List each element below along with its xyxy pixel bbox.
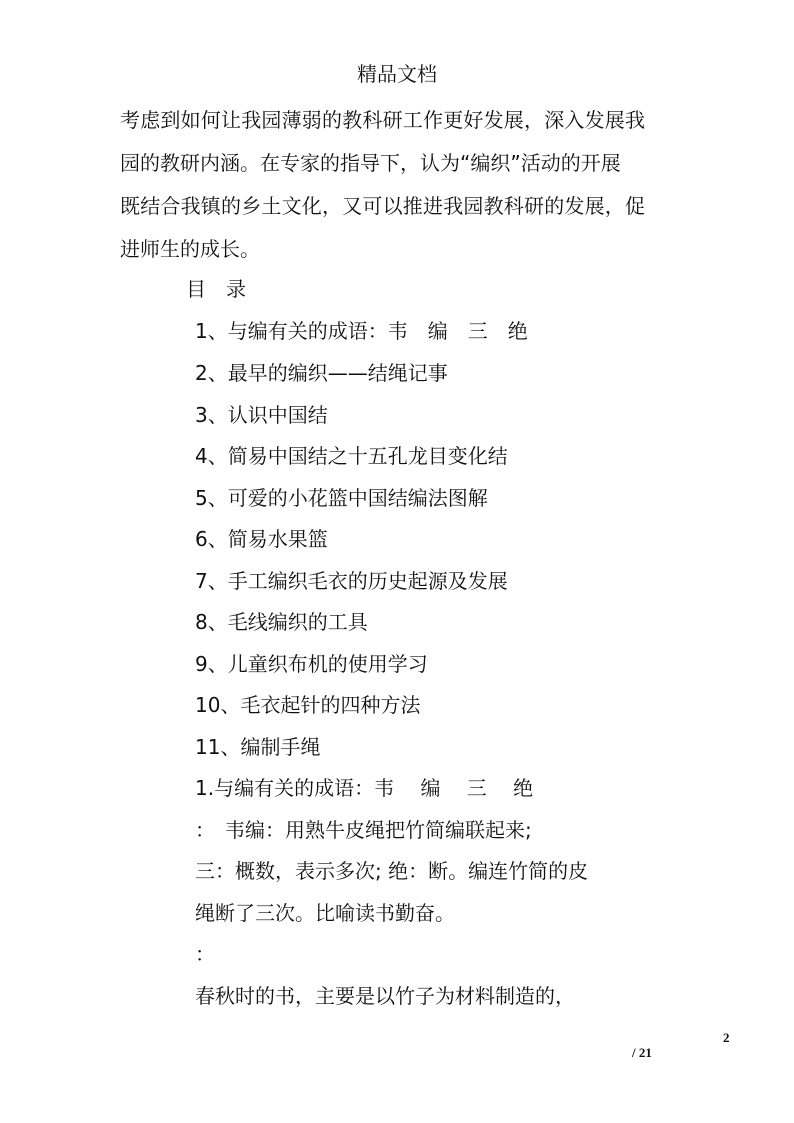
intro-line: 既结合我镇的乡土文化，又可以推进我园教科研的发展，促 xyxy=(120,194,646,218)
intro-line: 考虑到如何让我园薄弱的教科研工作更好发展，深入发展我 xyxy=(120,108,646,132)
toc-item: 11、编制手绳 xyxy=(195,735,321,759)
toc-item: 3、认识中国结 xyxy=(195,403,328,427)
section-line: ： xyxy=(195,942,215,966)
page-total: / 21 xyxy=(632,1045,652,1060)
toc-heading: 目 录 xyxy=(186,277,246,301)
section-line: ： 韦编：用熟牛皮绳把竹简编联起来; xyxy=(195,818,532,842)
toc-item: 6、简易水果篮 xyxy=(195,527,328,551)
section-line: 三：概数，表示多次; 绝：断。编连竹简的皮 xyxy=(195,859,589,883)
page-header-title: 精品文档 xyxy=(357,62,437,86)
page-number: 2 xyxy=(723,1030,730,1045)
section-line: 春秋时的书，主要是以竹子为材料制造的， xyxy=(195,984,575,1008)
toc-item: 10、毛衣起针的四种方法 xyxy=(195,693,421,717)
toc-item: 1、与编有关的成语：韦 编 三 绝 xyxy=(195,319,528,343)
section-title: 1.与编有关的成语：韦 编 三 绝 xyxy=(195,776,534,800)
intro-line: 园的教研内涵。在专家的指导下，认为“编织”活动的开展 xyxy=(120,151,621,175)
toc-item: 9、儿童织布机的使用学习 xyxy=(195,652,428,676)
toc-item: 2、最早的编织——结绳记事 xyxy=(195,361,448,385)
section-line: 绳断了三次。比喻读书勤奋。 xyxy=(195,901,455,925)
toc-item: 4、简易中国结之十五孔龙目变化结 xyxy=(195,444,508,468)
toc-item: 8、毛线编织的工具 xyxy=(195,610,368,634)
toc-item: 7、手工编织毛衣的历史起源及发展 xyxy=(195,569,508,593)
toc-item: 5、可爱的小花篮中国结编法图解 xyxy=(195,486,488,510)
intro-line: 进师生的成长。 xyxy=(120,237,260,261)
